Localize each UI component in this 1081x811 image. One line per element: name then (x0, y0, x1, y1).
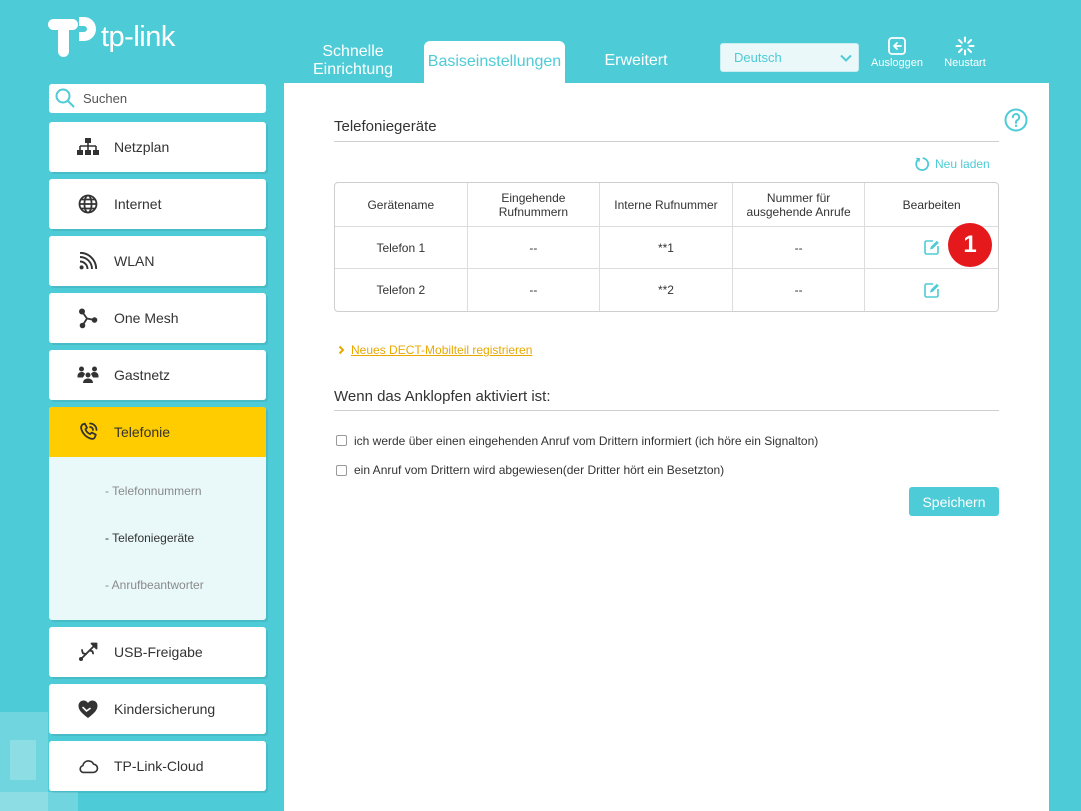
section-title: Telefoniegeräte (334, 118, 437, 135)
background-decoration (10, 740, 36, 780)
sidebar-item-label: TP-Link-Cloud (114, 758, 204, 774)
sidebar-item-telefonie[interactable] (49, 407, 266, 457)
logout-icon (887, 36, 907, 56)
sidebar-subitem-telefoniegeraete[interactable]: - Telefoniegeräte (105, 531, 195, 545)
sidebar-item-internet[interactable] (49, 179, 266, 229)
background-decoration (0, 792, 78, 811)
help-icon[interactable] (1004, 108, 1028, 132)
table-row (335, 227, 998, 269)
restart-icon (955, 36, 975, 56)
brand-logo[interactable] (48, 14, 188, 60)
save-button[interactable]: Speichern (909, 487, 999, 516)
search-box (49, 84, 266, 113)
sidebar-item-one-mesh[interactable] (49, 293, 266, 343)
phone-devices-table (334, 182, 999, 312)
incoming-numbers-cell: -- (468, 269, 601, 311)
logout-button[interactable] (867, 35, 927, 75)
sidebar-subitem-anrufbeantworter[interactable]: - Anrufbeantworter (105, 578, 204, 592)
sidebar-item-label: Telefonie (114, 424, 171, 440)
language-select[interactable] (720, 43, 859, 72)
column-header-device-name: Gerätename (335, 183, 468, 227)
chevron-down-icon (840, 54, 852, 62)
refresh-link[interactable] (914, 156, 994, 172)
sidebar-item-label: USB-Freigabe (114, 644, 203, 660)
call-waiting-reject-label: ein Anruf vom Drittern wird abgewiesen(der Dritter hört ein Besetzton) (354, 463, 725, 477)
column-header-incoming-numbers: Eingehende Rufnummern (468, 183, 601, 227)
sidebar-item-netzplan[interactable] (49, 122, 266, 172)
edit-icon[interactable] (923, 239, 940, 256)
call-waiting-title: Wenn das Anklopfen aktiviert ist: (334, 388, 551, 405)
logout-label: Ausloggen (871, 57, 923, 69)
refresh-icon (914, 156, 930, 172)
network-map-icon (77, 136, 99, 158)
phone-icon (77, 421, 99, 443)
device-name-cell: Telefon 1 (335, 227, 468, 269)
sidebar-item-label: Netzplan (114, 139, 170, 155)
internal-number-cell: **1 (600, 227, 733, 269)
call-waiting-notify-label: ich werde über einen eingehenden Anruf vom Drittern informiert (ich höre ein Signalton) (354, 434, 819, 448)
tp-link-logo-icon (48, 15, 98, 59)
sidebar-group-telefonie (49, 407, 266, 620)
outgoing-number-cell: -- (733, 269, 866, 311)
guest-network-icon (77, 364, 99, 386)
section-divider (334, 141, 999, 142)
annotation-badge: 1 (948, 223, 992, 267)
edit-cell (865, 269, 998, 311)
restart-label: Neustart (944, 57, 986, 69)
tab-basic-settings[interactable]: Basiseinstellungen (424, 41, 565, 83)
sidebar-item-label: One Mesh (114, 310, 179, 326)
refresh-label: Neu laden (935, 157, 990, 171)
call-waiting-notify-checkbox[interactable] (336, 435, 347, 446)
tab-advanced[interactable]: Erweitert (604, 52, 668, 69)
edit-icon[interactable] (923, 282, 940, 299)
column-header-outgoing-number: Nummer für ausgehende Anrufe (733, 183, 866, 227)
search-input[interactable] (80, 84, 260, 113)
sidebar-subitem-telefonnummern[interactable]: - Telefonnummern (105, 484, 202, 498)
sidebar-item-tp-link-cloud[interactable] (49, 741, 266, 791)
sidebar-item-usb-freigabe[interactable] (49, 627, 266, 677)
tab-quick-setup[interactable]: Schnelle Einrichtung (312, 43, 394, 78)
mesh-icon (77, 307, 99, 329)
globe-icon (77, 193, 99, 215)
language-selector (720, 43, 859, 72)
table-header-row (335, 183, 998, 227)
usb-icon (77, 641, 99, 663)
outgoing-number-cell: -- (733, 227, 866, 269)
brand-name: tp-link (101, 21, 175, 53)
sidebar-item-label: WLAN (114, 253, 155, 269)
device-name-cell: Telefon 2 (335, 269, 468, 311)
column-header-edit: Bearbeiten (865, 183, 998, 227)
sidebar-item-wlan[interactable] (49, 236, 266, 286)
chevron-right-icon (338, 345, 345, 355)
sidebar-item-kindersicherung[interactable] (49, 684, 266, 734)
sidebar-item-gastnetz[interactable] (49, 350, 266, 400)
register-dect-handset-link[interactable]: Neues DECT-Mobilteil registrieren (351, 343, 533, 357)
section-divider (334, 410, 999, 411)
incoming-numbers-cell: -- (468, 227, 601, 269)
table-row (335, 269, 998, 311)
internal-number-cell: **2 (600, 269, 733, 311)
restart-button[interactable] (935, 35, 995, 75)
cloud-icon (77, 755, 99, 777)
column-header-internal-number: Interne Rufnummer (600, 183, 733, 227)
sidebar-item-label: Internet (114, 196, 162, 212)
wifi-icon (77, 250, 99, 272)
call-waiting-reject-checkbox[interactable] (336, 465, 347, 476)
heart-icon (77, 698, 99, 720)
sidebar-item-label: Gastnetz (114, 367, 171, 383)
sidebar-item-label: Kindersicherung (114, 701, 216, 717)
search-icon[interactable] (55, 88, 75, 108)
